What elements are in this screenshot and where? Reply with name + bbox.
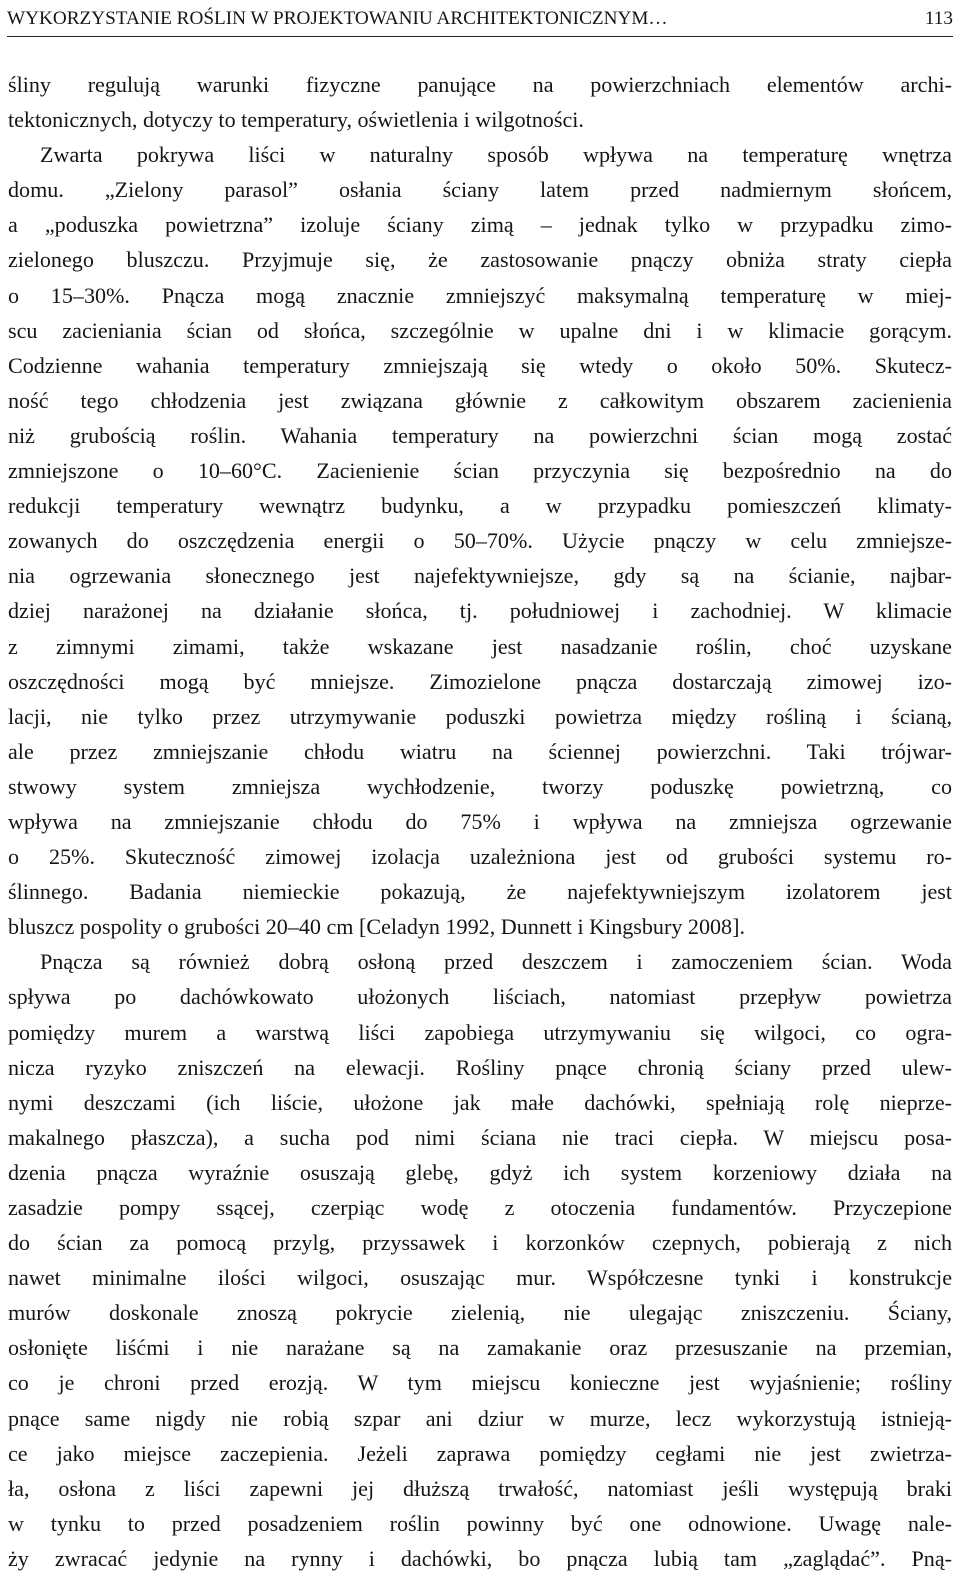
text-line: nymi deszczami (ich liście, ułożone jak małe dachówki, spełniają rolę nieprze- — [8, 1089, 952, 1115]
text-line: makalnego płaszcza), a sucha pod nimi ściana nie traci ciepła. W miejscu posa- — [8, 1124, 952, 1150]
text-line: ność tego chłodzenia jest związana głównie z całkowitym obszarem zacienienia — [8, 387, 952, 413]
text-line: wpływa na zmniejszanie chłodu do 75% i wpływa na zmniejsza ogrzewanie — [8, 808, 952, 834]
page-number: 113 — [924, 8, 953, 29]
text-line: nia ogrzewania słonecznego jest najefektywniejsze, gdy są na ścianie, najbar- — [8, 563, 952, 589]
text-line: w tynku to przed posadzeniem roślin powinny być one odnowione. Uwagę nale- — [8, 1510, 952, 1536]
text-line: ale przez zmniejszanie chłodu wiatru na ściennej powierzchni. Taki trójwar- — [8, 738, 952, 764]
text-line: oszczędności mogą być mniejsze. Zimozielone pnącza dostarczają zimowej izo- — [8, 668, 952, 694]
text-line: Codzienne wahania temperatury zmniejszają się wtedy o około 50%. Skutecz- — [8, 352, 952, 378]
text-line: scu zacieniania ścian od słońca, szczególnie w upalne dni i w klimacie gorącym. — [8, 317, 952, 343]
text-line: co je chroni przed erozją. W tym miejscu konieczne jest wyjaśnienie; rośliny — [8, 1370, 952, 1396]
text-line: osłonięte liśćmi i nie narażane są na zamakanie oraz przesuszanie na przemian, — [8, 1335, 952, 1361]
text-line: niż grubością roślin. Wahania temperatury na powierzchni ścian mogą zostać — [8, 422, 952, 448]
running-title: WYKORZYSTANIE ROŚLIN W PROJEKTOWANIU ARCHITEKTONICZNYM… — [7, 8, 668, 29]
text-line: ślinnego. Badania niemieckie pokazują, że najefektywniejszym izolatorem jest — [8, 879, 952, 905]
text-line: zielonego bluszczu. Przyjmuje się, że zastosowanie pnączy obniża straty ciepła — [8, 247, 952, 273]
text-line: murów doskonale znoszą pokrycie zielenią, nie ulegając zniszczeniu. Ściany, — [8, 1300, 952, 1326]
text-line: a „poduszka powietrzna” izoluje ściany zimą – jednak tylko w przypadku zimo- — [8, 212, 952, 238]
text-line: ła, osłona z liści zapewni jej dłuższą trwałość, natomiast jeśli występują braki — [8, 1475, 952, 1501]
text-line: do ścian za pomocą przylg, przyssawek i korzonków czepnych, pobierają z nich — [8, 1230, 952, 1256]
text-line: pnące same nigdy nie robią szpar ani dziur w murze, lecz wykorzystują istnieją- — [8, 1405, 952, 1431]
text-line: domu. „Zielony parasol” osłania ściany latem przed nadmiernym słońcem, — [8, 177, 952, 203]
text-line: lacji, nie tylko przez utrzymywanie poduszki powietrza między rośliną i ścianą, — [8, 703, 952, 729]
text-line: ży zwracać jedynie na rynny i dachówki, bo pnącza lubią tam „zaglądać”. Pną- — [8, 1545, 952, 1571]
text-line: dziej narażonej na działanie słońca, tj. południowej i zachodniej. W klimacie — [8, 598, 952, 624]
text-line: o 15–30%. Pnącza mogą znacznie zmniejszyć maksymalną temperaturę w miej- — [8, 282, 952, 308]
text-line: tektonicznych, dotyczy to temperatury, oświetlenia i wilgotności. — [8, 107, 584, 133]
text-line: stwowy system zmniejsza wychłodzenie, tworzy poduszkę powietrzną, co — [8, 773, 952, 799]
text-line: zowanych do oszczędzenia energii o 50–70%. Użycie pnączy w celu zmniejsze- — [8, 528, 952, 554]
running-header — [7, 6, 953, 37]
text-line: z zimnymi zimami, także wskazane jest nasadzanie roślin, choć uzyskane — [8, 633, 952, 659]
body-text — [8, 67, 952, 1576]
text-line: spływa po dachówkowato ułożonych liściach, natomiast przepływ powietrza — [8, 984, 952, 1010]
text-line: o 25%. Skuteczność zimowej izolacja uzależniona jest od grubości systemu ro- — [8, 844, 952, 870]
text-line: nicza ryzyko zniszczeń na elewacji. Rośliny pnące chronią ściany przed ulew- — [8, 1054, 952, 1080]
text-line: zasadzie pompy ssącej, czerpiąc wodę z otoczenia fundamentów. Przyczepione — [8, 1195, 952, 1220]
text-line: zmniejszone o 10–60°C. Zacienienie ścian przyczynia się bezpośrednio na do — [8, 458, 952, 484]
text-line: bluszcz pospolity o grubości 20–40 cm [Celadyn 1992, Dunnett i Kingsbury 2008]. — [8, 914, 745, 940]
text-line: ce jako miejsce zaczepienia. Jeżeli zaprawa pomiędzy cegłami nie jest zwietrza- — [8, 1440, 952, 1466]
text-line: redukcji temperatury wewnątrz budynku, a w przypadku pomieszczeń klimaty- — [8, 493, 952, 519]
text-line: dzenia pnącza wyraźnie osuszają glebę, gdyż ich system korzeniowy działa na — [8, 1159, 952, 1185]
text-line: pomiędzy murem a warstwą liści zapobiega utrzymywaniu się wilgoci, co ogra- — [8, 1019, 952, 1045]
text-line: Pnącza są również dobrą osłoną przed deszczem i zamoczeniem ścian. Woda — [40, 949, 952, 975]
text-line: nawet minimalne ilości wilgoci, osuszając mur. Współczesne tynki i konstrukcje — [8, 1265, 952, 1291]
text-line: Zwarta pokrywa liści w naturalny sposób wpływa na temperaturę wnętrza — [40, 142, 952, 168]
text-line: śliny regulują warunki fizyczne panujące na powierzchniach elementów archi- — [8, 72, 952, 97]
